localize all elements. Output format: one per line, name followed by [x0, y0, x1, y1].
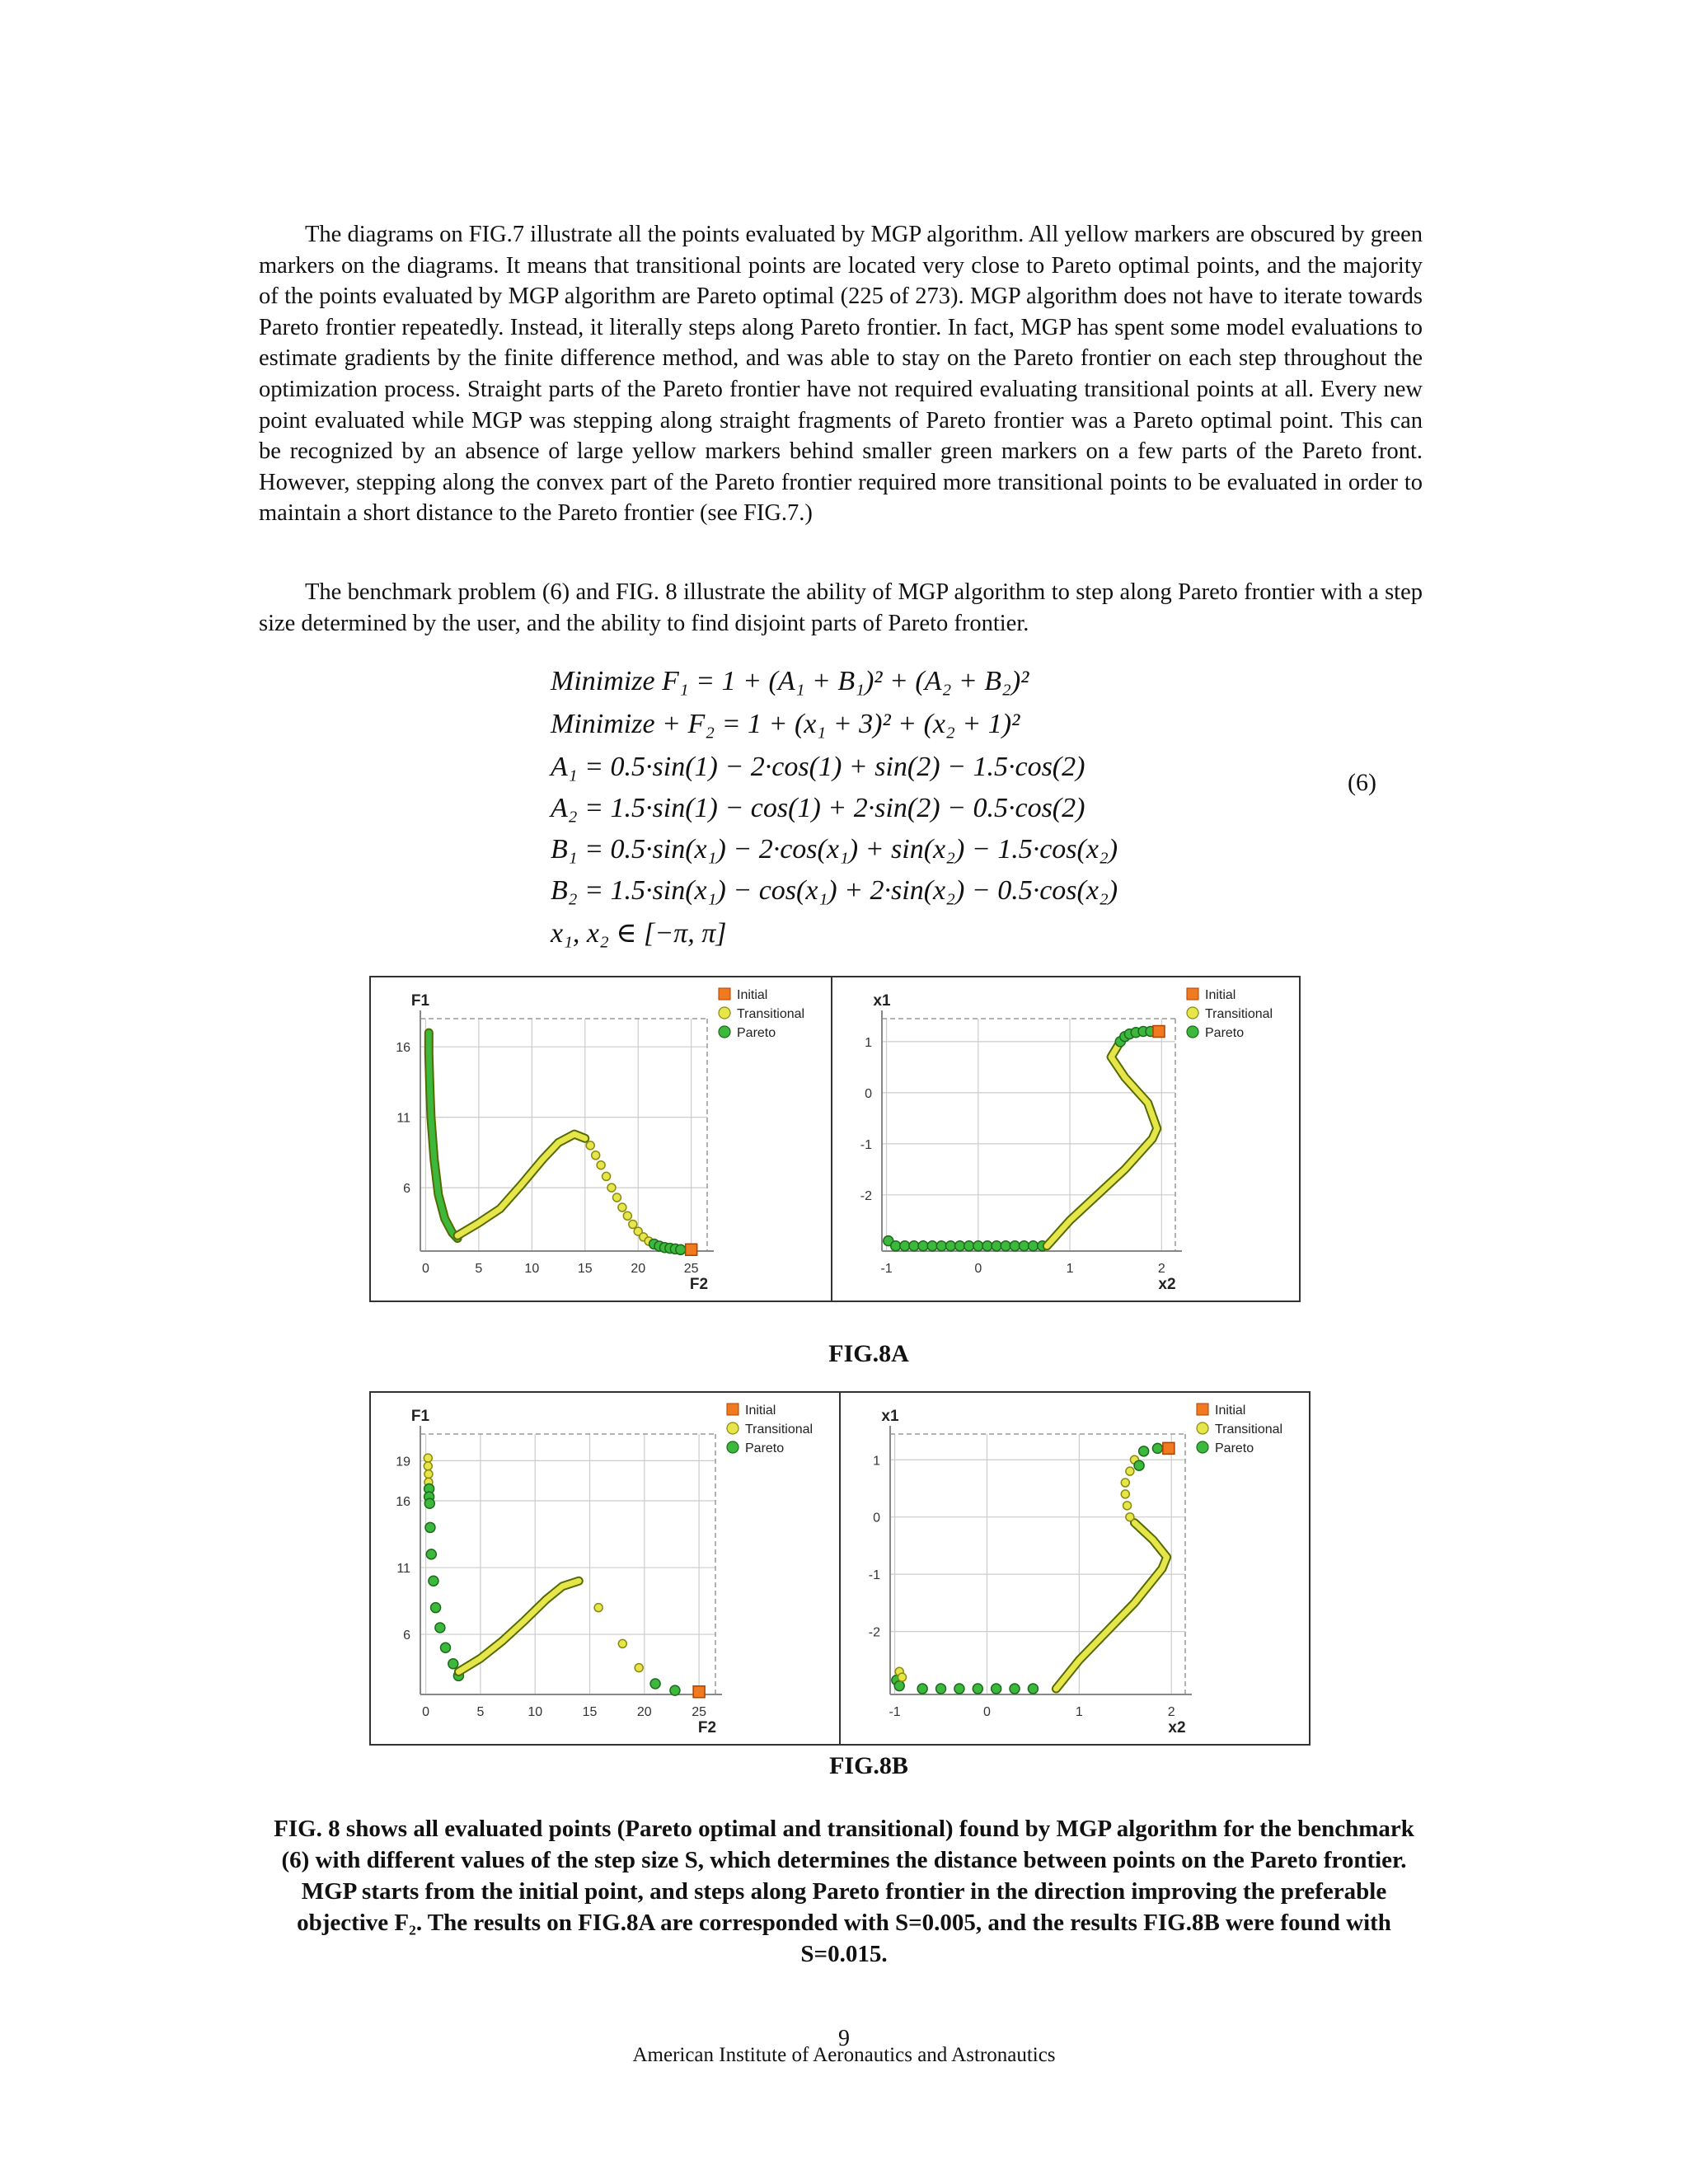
y-tick-label: 11 [396, 1111, 410, 1126]
pareto-point [1028, 1684, 1038, 1694]
legend-marker [1197, 1422, 1208, 1434]
fig8a-right-chart [831, 976, 1301, 1302]
pareto-point [955, 1241, 965, 1251]
pareto-point [1134, 1460, 1144, 1470]
pareto-point [1010, 1241, 1020, 1251]
pareto-point [429, 1576, 438, 1586]
transitional-point [424, 1470, 433, 1479]
x-tick-label: 20 [631, 1262, 646, 1276]
pareto-point [927, 1241, 937, 1251]
initial-point [693, 1686, 705, 1698]
y-axis-label: F1 [410, 992, 430, 1010]
series-curve [458, 1581, 579, 1671]
transitional-point [1121, 1479, 1129, 1487]
x-tick-label: 15 [582, 1705, 598, 1719]
equation-number: (6) [1348, 769, 1376, 796]
y-tick-label: 1 [873, 1454, 880, 1469]
pareto-point [1139, 1446, 1149, 1456]
y-tick-label: 1 [865, 1035, 872, 1050]
legend-label: Pareto [1215, 1441, 1254, 1455]
y-tick-label: -2 [860, 1188, 872, 1203]
pareto-point [936, 1684, 946, 1694]
legend-marker [1187, 1026, 1198, 1038]
y-tick-label: 11 [396, 1562, 410, 1577]
fig8b-left-chart [369, 1391, 841, 1746]
y-tick-label: 16 [396, 1495, 410, 1510]
body-paragraph-2: The benchmark problem (6) and FIG. 8 illustrate the ability of MGP algorithm to step along Pareto frontier with a step size determined by the user, and the ability to find disjoint parts of Pareto frontier. [259, 579, 1423, 636]
legend-label: Pareto [745, 1441, 785, 1455]
pareto-point [936, 1241, 946, 1251]
x-tick-label: -1 [880, 1262, 893, 1276]
pareto-point [1019, 1241, 1029, 1251]
transitional-point [898, 1673, 907, 1681]
transitional-point [635, 1664, 643, 1672]
equation-line-4: A₂ = 1.5·sin(1) − cos(1) + 2·sin(2) − 0.5·cos(2) [551, 793, 1085, 823]
pareto-point [909, 1241, 919, 1251]
x-tick-label: 0 [974, 1262, 982, 1276]
fig8a-left-chart [369, 976, 832, 1302]
equation-line-3: A₁ = 0.5·sin(1) − 2·cos(1) + sin(2) − 1.5·cos(2) [551, 752, 1085, 782]
legend-label: Initial [1215, 1404, 1246, 1418]
pareto-point [891, 1241, 901, 1251]
x-tick-label: -1 [889, 1705, 901, 1719]
legend-initial-marker [719, 988, 730, 1000]
legend-label: Initial [737, 988, 768, 1002]
pareto-point [954, 1684, 964, 1694]
x-tick-label: 15 [577, 1262, 593, 1276]
legend-marker [1197, 1441, 1208, 1453]
legend-label: Transitional [1205, 1007, 1273, 1021]
y-tick-label: -1 [860, 1137, 872, 1152]
legend-marker [727, 1422, 738, 1434]
x-tick-label: 5 [475, 1262, 483, 1276]
x-axis-label: F2 [689, 1276, 709, 1293]
fig8b-right-chart [839, 1391, 1311, 1746]
x-tick-label: 0 [421, 1262, 429, 1276]
legend-label: Pareto [737, 1026, 776, 1040]
pareto-point [670, 1685, 680, 1695]
figure-caption: FIG. 8 shows all evaluated points (Pareto optimal and transitional) found by MGP algorithm for the benchmark (6) with different values of the step size S, which determines the distance between points on the Pareto frontier. MGP starts from the initial point, and steps along Pareto frontier in the direction improving the preferable objective F₂. The results on FIG.8A are corresponded with S=0.005, and the results FIG.8B were found with S=0.015. [274, 1816, 1414, 1967]
transitional-point [424, 1462, 432, 1470]
x-tick-label: 2 [1157, 1262, 1165, 1276]
page-number: 9 [838, 2026, 850, 2051]
transitional-point [592, 1151, 600, 1160]
transitional-point [623, 1212, 631, 1220]
legend-label: Transitional [1215, 1422, 1283, 1436]
fig8b-label: FIG.8B [829, 1752, 908, 1779]
initial-point [686, 1244, 697, 1255]
pareto-point [440, 1643, 450, 1652]
legend-marker [1187, 1007, 1198, 1019]
page-footer: American Institute of Aeronautics and Astronautics [632, 2044, 1056, 2066]
y-tick-label: 0 [873, 1511, 880, 1526]
pareto-point [992, 1684, 1001, 1694]
equation-line-5: B₁ = 0.5·sin(x₁) − 2·cos(x₁) + sin(x₂) − 1.5·cos(x₂) [551, 834, 1118, 865]
initial-point [1153, 1025, 1165, 1037]
pareto-point [1152, 1443, 1162, 1453]
transitional-point [618, 1203, 626, 1212]
y-axis-label: x1 [873, 992, 891, 1010]
x-axis-label: F2 [697, 1719, 717, 1736]
pareto-point [1029, 1241, 1039, 1251]
y-axis-label: F1 [410, 1408, 430, 1425]
transitional-point [586, 1141, 594, 1150]
x-tick-label: 5 [476, 1705, 485, 1719]
transitional-point [594, 1604, 603, 1612]
legend-label: Initial [1205, 988, 1236, 1002]
transitional-point [1123, 1502, 1132, 1510]
legend-marker [719, 1007, 730, 1019]
series-curve [1056, 1523, 1166, 1689]
transitional-point [1121, 1490, 1129, 1498]
pareto-point [650, 1679, 660, 1689]
y-tick-label: 6 [403, 1182, 410, 1197]
body-paragraph-1: The diagrams on FIG.7 illustrate all the points evaluated by MGP algorithm. All yellow markers are obscured by green markers on the diagrams. It means that transitional points are located very close to Pareto optimal points, and the majority of the points evaluated by MGP algorithm are Pareto optimal (225 of 273). MGP algorithm does not have to iterate towards Pareto frontier repeatedly. Instead, it literally steps along Pareto frontier. In fact, MGP has spent some model evaluations to estimate gradients by the finite difference method, and was able to stay on the Pareto frontier on each step throughout the optimization process. Straight parts of the Pareto frontier have not required evaluating transitional points at all. Every new point evaluated while MGP was stepping along straight fragments of Pareto frontier was a Pareto optimal point. This can be recognized by an absence of large yellow markers behind smaller green markers on a few parts of the Pareto front. However, stepping along the convex part of the Pareto frontier required more transitional points to be evaluated in order to maintain a short distance to the Pareto frontier (see FIG.7.) [259, 222, 1423, 527]
pareto-point [424, 1498, 434, 1508]
transitional-point [607, 1183, 616, 1192]
pareto-point [918, 1241, 928, 1251]
pareto-point [448, 1659, 458, 1669]
pareto-point [435, 1623, 445, 1633]
pareto-point [992, 1241, 1001, 1251]
x-tick-label: 20 [636, 1705, 652, 1719]
x-tick-label: 10 [528, 1705, 543, 1719]
legend-initial-marker [1187, 988, 1198, 1000]
legend-label: Pareto [1205, 1026, 1245, 1040]
pareto-point [973, 1241, 983, 1251]
y-tick-label: -1 [868, 1568, 880, 1583]
legend-label: Transitional [745, 1422, 814, 1436]
transitional-point [424, 1454, 432, 1462]
equation-line-1: Minimize F₁ = 1 + (A₁ + B₁)² + (A₂ + B₂)² [551, 666, 1029, 696]
y-tick-label: 0 [865, 1086, 872, 1101]
y-tick-label: 19 [396, 1455, 410, 1469]
transitional-point [1126, 1513, 1134, 1521]
pareto-point [894, 1681, 904, 1691]
equation-line-6: B₂ = 1.5·sin(x₁) − cos(x₁) + 2·sin(x₂) − 0.5·cos(x₂) [551, 875, 1118, 906]
x-tick-label: 25 [683, 1262, 699, 1276]
pareto-point [945, 1241, 955, 1251]
legend-marker [727, 1441, 738, 1453]
legend-initial-marker [727, 1404, 738, 1415]
legend-label: Initial [745, 1404, 776, 1418]
transitional-point [629, 1221, 637, 1229]
chart-svg [841, 1393, 1309, 1744]
pareto-point [676, 1244, 686, 1254]
legend-initial-marker [1197, 1404, 1208, 1415]
pareto-point [425, 1522, 435, 1532]
pareto-point [973, 1684, 982, 1694]
legend-label: Transitional [737, 1007, 805, 1021]
x-tick-label: 1 [1066, 1262, 1074, 1276]
equation-line-2: Minimize + F₂ = 1 + (x₁ + 3)² + (x₂ + 1)² [551, 709, 1020, 739]
pareto-point [900, 1241, 910, 1251]
pareto-point [982, 1241, 992, 1251]
initial-point [1163, 1442, 1175, 1454]
y-tick-label: 6 [403, 1629, 410, 1643]
x-tick-label: 1 [1075, 1705, 1083, 1719]
pareto-point [1010, 1684, 1020, 1694]
y-tick-label: -2 [868, 1625, 880, 1640]
transitional-point [618, 1639, 626, 1647]
chart-svg [832, 977, 1299, 1301]
transitional-point [612, 1193, 621, 1202]
pareto-point [1001, 1241, 1010, 1251]
x-tick-label: 2 [1167, 1705, 1175, 1719]
x-axis-label: x2 [1168, 1719, 1186, 1736]
fig8a-label: FIG.8A [828, 1340, 909, 1367]
equation-line-7: x₁, x₂ ∈ [−π, π] [551, 918, 727, 949]
pareto-point [426, 1549, 436, 1559]
chart-svg [371, 977, 831, 1301]
transitional-point [603, 1172, 611, 1180]
y-axis-label: x1 [881, 1408, 899, 1425]
transitional-point [597, 1161, 605, 1169]
chart-svg [371, 1393, 839, 1744]
y-tick-label: 16 [396, 1041, 410, 1056]
x-tick-label: 0 [422, 1705, 430, 1719]
pareto-point [917, 1684, 927, 1694]
x-tick-label: 25 [692, 1705, 707, 1719]
x-tick-label: 10 [524, 1262, 540, 1276]
x-axis-label: x2 [1158, 1276, 1176, 1293]
transitional-point [1126, 1467, 1134, 1475]
legend-marker [719, 1026, 730, 1038]
pareto-point [431, 1603, 441, 1613]
pareto-point [964, 1241, 974, 1251]
x-tick-label: 0 [983, 1705, 991, 1719]
